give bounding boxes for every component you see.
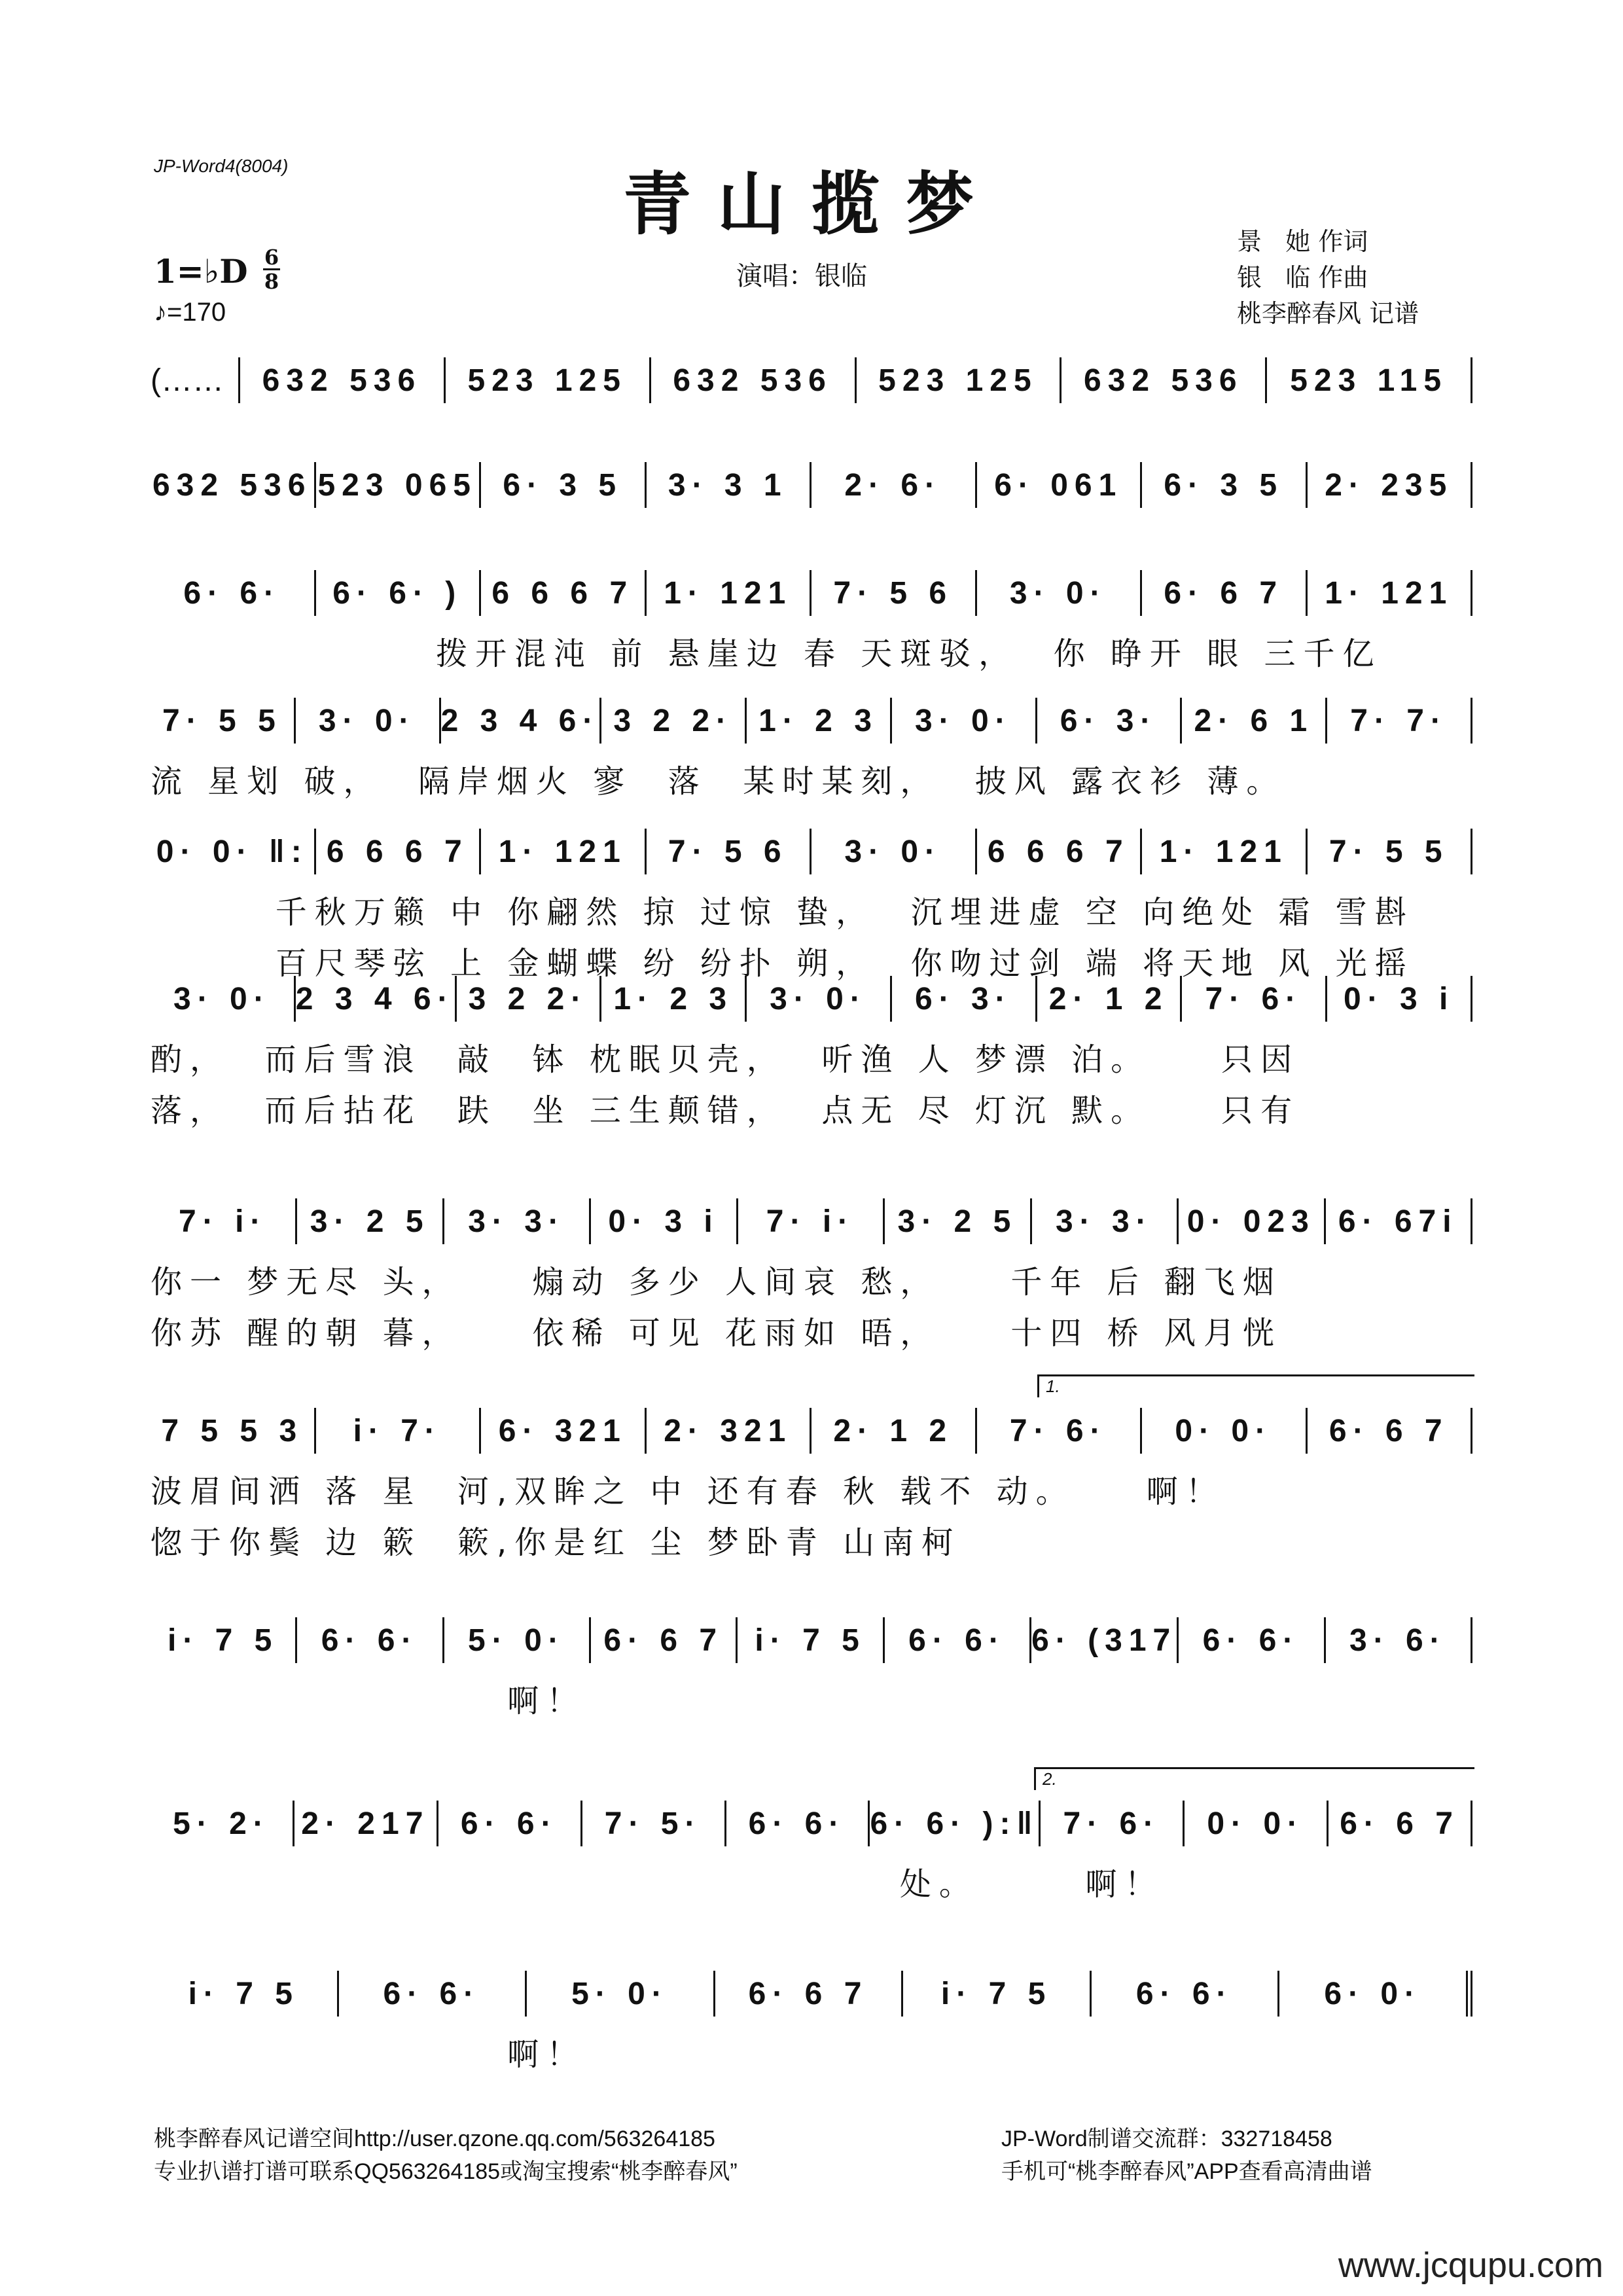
measure: 6· 6·: [151, 570, 316, 616]
measure: 0· 0·: [1185, 1801, 1329, 1846]
volta-number: 1.: [1046, 1376, 1060, 1396]
measure: 7· 6·: [1041, 1801, 1185, 1846]
staff-line: [151, 563, 1472, 623]
lyric-line: 你一 梦无尽 头， 煽动 多少 人间哀 愁， 千年 后 翻飞烟: [151, 1264, 1282, 1300]
measure: 6· 3·: [892, 976, 1037, 1022]
measure: 6· 3 5: [1142, 462, 1308, 508]
measure: 1· 121: [647, 570, 812, 616]
lyric-line: 波眉间洒 落 星 河,双眸之 中 还有春 秋 载不 动。 啊！: [151, 1473, 1225, 1510]
key-signature: 1=♭D: [154, 252, 248, 291]
measure: 6· 6 7: [591, 1617, 738, 1663]
measure: 6· 3·: [1037, 698, 1183, 744]
time-signature-top: 6: [264, 245, 279, 270]
measure: i· 7 5: [151, 1971, 339, 2017]
staff-line: [151, 1793, 1472, 1854]
lyricist-credit: 景 她 作词: [1237, 227, 1368, 256]
measure: 7· 6·: [1182, 976, 1327, 1022]
measure: 0· 3 i: [591, 1198, 738, 1244]
measure: 1· 121: [481, 829, 647, 874]
measure: 632 536: [1061, 357, 1267, 403]
measure: 2· 1 2: [812, 1408, 977, 1454]
measure: i· 7 5: [151, 1617, 297, 1663]
measure: 3· 0·: [747, 976, 892, 1022]
measure: 6· 6·: [1092, 1971, 1280, 2017]
lyric-line: 百尺琴弦 上 金蝴蝶 纷 纷扑 朔， 你吻过剑 端 将天地 风 光摇: [151, 945, 1414, 982]
measure: 7· 5·: [582, 1801, 726, 1846]
measure: i· 7·: [316, 1408, 482, 1454]
watermark: www.jcqupu.com: [1338, 2246, 1603, 2285]
measure: 5· 2·: [151, 1801, 294, 1846]
measure: 3· 2 5: [885, 1198, 1031, 1244]
singer-credit: 演唱：银临: [736, 261, 867, 291]
lyric-line: 处。 啊！: [151, 1866, 1164, 1903]
measure: 7· 5 6: [812, 570, 977, 616]
measure: 632 536: [240, 357, 446, 403]
lyric-line: 啊！: [151, 2036, 586, 2073]
measure: 2· 6 1: [1182, 698, 1327, 744]
measure: i· 7 5: [903, 1971, 1092, 2017]
staff-line: [151, 1964, 1472, 2024]
measure: 7· i·: [151, 1198, 297, 1244]
measure: 6· 6 7: [715, 1971, 904, 2017]
measure: 3 2 2·: [457, 976, 602, 1022]
volta-number: 2.: [1043, 1769, 1057, 1789]
measure: 7· 6·: [977, 1408, 1143, 1454]
lyric-line: 流 星划 破， 隔岸烟火 寥 落 某时某刻， 披风 露衣衫 薄。: [151, 763, 1286, 800]
measure: 3· 2 5: [297, 1198, 444, 1244]
measure: 7· 7·: [1327, 698, 1472, 744]
measure: 3· 3·: [444, 1198, 591, 1244]
lyric-line: 惚于你鬓 边 簌 簌,你是红 尘 梦卧青 山南柯: [151, 1524, 961, 1561]
measure: 6· 6 7: [1142, 570, 1308, 616]
measure: 7· 5 6: [647, 829, 812, 874]
lyric-line: 拨开混沌 前 悬崖边 春 天斑驳， 你 睁开 眼 三千亿: [151, 636, 1382, 672]
measure: 6· (317: [1031, 1617, 1179, 1663]
measure: 2· 217: [294, 1801, 438, 1846]
staff-line: [151, 969, 1472, 1029]
staff-line: [151, 350, 1472, 410]
lyric-line: 你苏 醒的朝 暮， 依稀 可见 花雨如 晤， 十四 桥 风月恍: [151, 1315, 1282, 1352]
measure: 6· 6·: [339, 1971, 527, 2017]
measure: 3 2 2·: [601, 698, 747, 744]
measure: 523 065: [316, 462, 482, 508]
measure: 3· 3 1: [647, 462, 812, 508]
time-signature: [263, 246, 280, 293]
lyric-line: 酌， 而后雪浪 敲 钵 枕眠贝壳， 听渔 人 梦漂 泊。 只因: [151, 1041, 1300, 1078]
measure: 6· 6·: [438, 1801, 582, 1846]
staff-line: [151, 821, 1472, 882]
measure: 2 3 4 6·: [441, 698, 602, 744]
measure: (……: [151, 357, 240, 403]
staff-line: [151, 1401, 1472, 1461]
measure: 632 536: [651, 357, 857, 403]
lyric-line: 千秋万籁 中 你翩然 掠 过惊 蛰， 沉埋进虚 空 向绝处 霜 雪斟: [151, 894, 1414, 931]
footer-left-line1: 桃李醉春风记谱空间http://user.qzone.qq.com/563264185: [154, 2126, 715, 2151]
staff-line: [151, 455, 1472, 515]
measure: 6· 6·: [1179, 1617, 1325, 1663]
lyric-line: 啊！: [151, 1683, 586, 1719]
measure: 7 5 5 3: [151, 1408, 316, 1454]
measure: 2· 321: [647, 1408, 812, 1454]
measure: 6· 67i: [1326, 1198, 1472, 1244]
lyric-line: 落， 而后拈花 趺 坐 三生颠错， 点无 尽 灯沉 默。 只有: [151, 1092, 1300, 1129]
measure: 6· 6·: [726, 1801, 870, 1846]
measure: 1· 121: [1142, 829, 1308, 874]
measure: 6· 6·: [885, 1617, 1031, 1663]
measure: 6· 6· ):‖: [870, 1801, 1041, 1846]
time-signature-bottom: 8: [264, 269, 279, 294]
measure: 6· 6 7: [1308, 1408, 1473, 1454]
measure: 1· 2 3: [747, 698, 892, 744]
measure: 0· 3 i: [1327, 976, 1472, 1022]
measure: 3· 0·: [977, 570, 1143, 616]
measure: 2· 1 2: [1037, 976, 1183, 1022]
measure: 1· 2 3: [601, 976, 747, 1022]
measure: 6· 6 7: [1329, 1801, 1472, 1846]
measure: 6· 0·: [1279, 1971, 1472, 2017]
measure: 3· 0·: [296, 698, 441, 744]
tempo-marking: ♪=170: [154, 298, 226, 327]
measure: 632 536: [151, 462, 316, 508]
song-title: 青山揽梦: [622, 164, 1000, 244]
measure: 523 125: [446, 357, 651, 403]
measure: 6 6 6 7: [977, 829, 1143, 874]
measure: 523 115: [1267, 357, 1472, 403]
footer-right-line1: JP-Word制谱交流群：332718458: [1001, 2126, 1332, 2151]
staff-line: [151, 1610, 1472, 1670]
measure: 2· 6·: [812, 462, 977, 508]
measure: 3· 0·: [892, 698, 1037, 744]
measure: 5· 0·: [527, 1971, 715, 2017]
measure: 6 6 6 7: [316, 829, 482, 874]
measure: 5· 0·: [444, 1617, 591, 1663]
measure: 3· 0·: [812, 829, 977, 874]
measure: 7· 5 5: [1308, 829, 1473, 874]
measure: 6· 3 5: [481, 462, 647, 508]
measure: 3· 6·: [1326, 1617, 1472, 1663]
staff-line: [151, 691, 1472, 751]
measure: 2· 235: [1308, 462, 1473, 508]
footer-left-line2: 专业扒谱打谱可联系QQ563264185或淘宝搜索“桃李醉春风”: [154, 2159, 738, 2184]
measure: 2 3 4 6·: [296, 976, 457, 1022]
measure: 6· 321: [481, 1408, 647, 1454]
measure: 0· 0· ‖:: [151, 829, 316, 874]
measure: 3· 3·: [1032, 1198, 1179, 1244]
measure: 7· i·: [738, 1198, 885, 1244]
measure: 6· 6·: [297, 1617, 444, 1663]
measure: 0· 023: [1179, 1198, 1325, 1244]
measure: 0· 0·: [1142, 1408, 1308, 1454]
measure: 3· 0·: [151, 976, 296, 1022]
measure: i· 7 5: [738, 1617, 884, 1663]
measure: 6· 6· ): [316, 570, 482, 616]
measure: 6· 061: [977, 462, 1143, 508]
transcriber-credit: 桃李醉春风 记谱: [1237, 299, 1419, 328]
volta-bracket: [1037, 1374, 1474, 1397]
staff-line: [151, 1191, 1472, 1251]
software-label: JP-Word4(8004): [154, 156, 289, 176]
volta-bracket: [1034, 1767, 1474, 1790]
footer-right-line2: 手机可“桃李醉春风”APP查看高清曲谱: [1001, 2159, 1372, 2184]
composer-credit: 银 临 作曲: [1237, 263, 1368, 292]
measure: 1· 121: [1308, 570, 1473, 616]
measure: 7· 5 5: [151, 698, 296, 744]
measure: 523 125: [857, 357, 1062, 403]
measure: 6 6 6 7: [481, 570, 647, 616]
